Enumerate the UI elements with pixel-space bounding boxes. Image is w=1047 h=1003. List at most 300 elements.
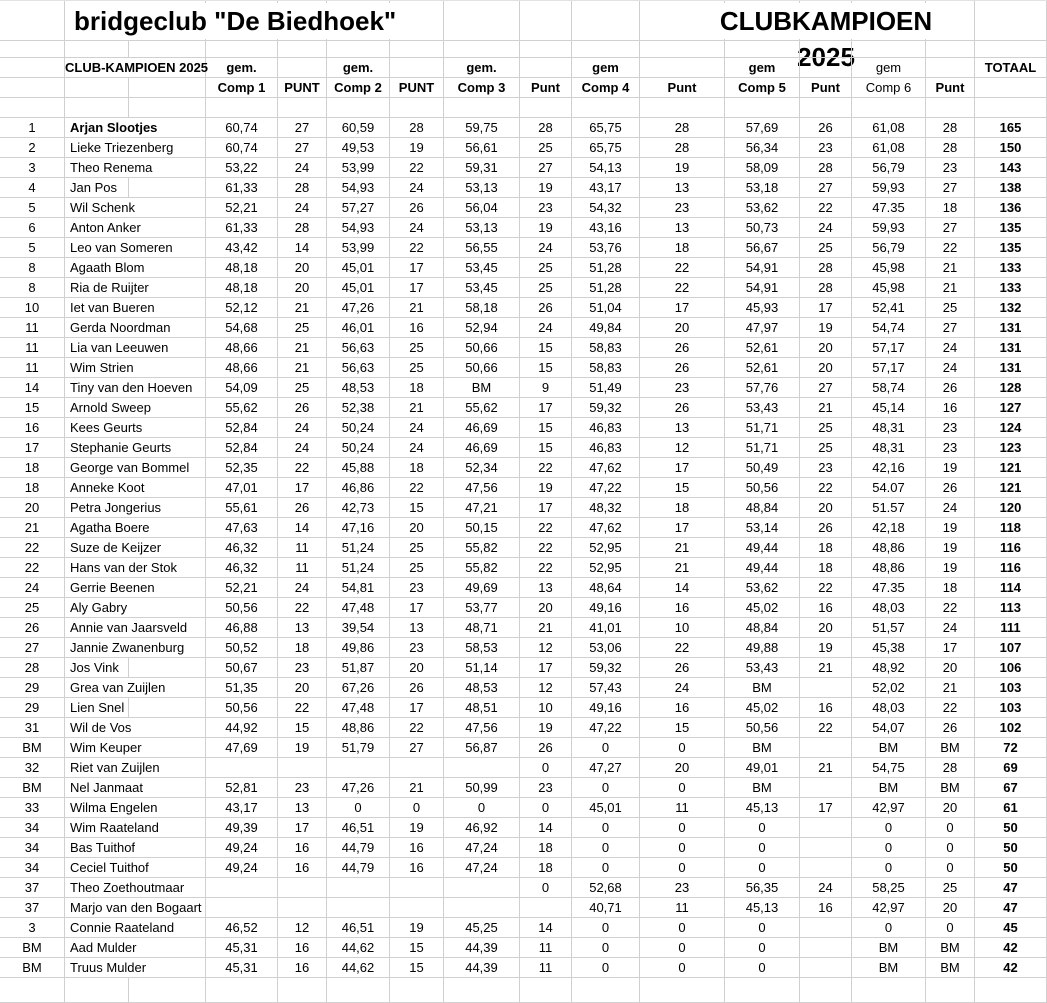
comp5-score-cell[interactable]: 50,56 [725, 478, 800, 498]
comp2-punt-cell[interactable]: 24 [390, 438, 444, 458]
total-cell[interactable]: 150 [975, 138, 1047, 158]
comp5-punt-cell[interactable]: 28 [800, 158, 852, 178]
comp6-punt-cell[interactable]: 22 [926, 598, 975, 618]
comp6-punt-cell[interactable]: 20 [926, 658, 975, 678]
comp1-score-cell[interactable]: 52,84 [206, 418, 278, 438]
comp2-score-cell[interactable]: 46,86 [327, 478, 390, 498]
comp4-punt-cell[interactable]: 0 [640, 938, 725, 958]
comp6-punt-cell[interactable]: 25 [926, 298, 975, 318]
comp1-punt-cell[interactable]: 16 [278, 958, 327, 978]
comp6-punt-cell[interactable]: 19 [926, 558, 975, 578]
comp1-punt-cell[interactable]: 26 [278, 398, 327, 418]
comp2-punt-cell[interactable]: 24 [390, 178, 444, 198]
comp5-score-cell[interactable]: 53,43 [725, 398, 800, 418]
comp3-score-cell[interactable]: 58,18 [444, 298, 520, 318]
total-cell[interactable]: 165 [975, 118, 1047, 138]
comp5-punt-cell[interactable] [800, 778, 852, 798]
comp4-score-cell[interactable]: 41,01 [572, 618, 640, 638]
comp4-score-cell[interactable]: 59,32 [572, 658, 640, 678]
comp3-score-cell[interactable]: BM [444, 378, 520, 398]
comp1-punt-cell[interactable]: 21 [278, 298, 327, 318]
total-cell[interactable]: 67 [975, 778, 1047, 798]
comp1-punt-cell[interactable] [278, 898, 327, 918]
comp4-punt-cell[interactable]: 14 [640, 578, 725, 598]
comp6-score-cell[interactable]: 48,86 [852, 558, 926, 578]
comp1-punt-cell[interactable]: 21 [278, 338, 327, 358]
comp1-score-cell[interactable]: 52,21 [206, 578, 278, 598]
comp3-score-cell[interactable]: 50,66 [444, 338, 520, 358]
comp6-score-cell[interactable]: 42,97 [852, 898, 926, 918]
comp3-score-cell[interactable]: 51,14 [444, 658, 520, 678]
comp5-punt-cell[interactable]: 22 [800, 478, 852, 498]
comp6-score-cell[interactable]: 0 [852, 918, 926, 938]
comp5-punt-cell[interactable]: 21 [800, 398, 852, 418]
rank-cell[interactable]: 28 [0, 658, 65, 678]
comp3-punt-cell[interactable]: 15 [520, 338, 572, 358]
comp2-score-cell[interactable]: 52,38 [327, 398, 390, 418]
comp6-score-cell[interactable]: 61,08 [852, 138, 926, 158]
comp6-score-cell[interactable]: 45,14 [852, 398, 926, 418]
name-cell[interactable]: Lieke Triezenberg [65, 138, 206, 158]
comp1-punt-cell[interactable]: 24 [278, 158, 327, 178]
comp4-punt-cell[interactable]: 0 [640, 958, 725, 978]
rank-cell[interactable]: 20 [0, 498, 65, 518]
comp4-punt-cell[interactable]: 26 [640, 658, 725, 678]
comp2-punt-cell[interactable]: 20 [390, 518, 444, 538]
comp3-score-cell[interactable]: 59,31 [444, 158, 520, 178]
total-cell[interactable]: 113 [975, 598, 1047, 618]
comp5-score-cell[interactable]: BM [725, 778, 800, 798]
name-cell[interactable]: Anton Anker [65, 218, 206, 238]
comp2-punt-cell[interactable]: 25 [390, 558, 444, 578]
comp2-score-cell[interactable]: 46,51 [327, 918, 390, 938]
comp3-score-cell[interactable] [444, 878, 520, 898]
comp5-score-cell[interactable]: 58,09 [725, 158, 800, 178]
comp5-score-cell[interactable]: 57,76 [725, 378, 800, 398]
name-cell[interactable]: Hans van der Stok [65, 558, 206, 578]
name-cell[interactable]: Ria de Ruijter [65, 278, 206, 298]
comp4-score-cell[interactable]: 47,27 [572, 758, 640, 778]
rank-cell[interactable]: 29 [0, 678, 65, 698]
comp1-score-cell[interactable]: 52,21 [206, 198, 278, 218]
comp6-score-cell[interactable]: BM [852, 778, 926, 798]
comp1-score-cell[interactable]: 49,39 [206, 818, 278, 838]
comp6-score-cell[interactable]: 45,98 [852, 258, 926, 278]
comp3-score-cell[interactable]: 53,45 [444, 258, 520, 278]
comp4-score-cell[interactable]: 54,32 [572, 198, 640, 218]
total-cell[interactable]: 116 [975, 538, 1047, 558]
comp6-score-cell[interactable]: 0 [852, 858, 926, 878]
comp4-punt-cell[interactable]: 24 [640, 678, 725, 698]
comp1-score-cell[interactable]: 50,52 [206, 638, 278, 658]
comp1-score-cell[interactable] [206, 898, 278, 918]
comp2-score-cell[interactable]: 51,24 [327, 538, 390, 558]
comp5-score-cell[interactable]: 49,44 [725, 558, 800, 578]
comp1-score-cell[interactable]: 52,12 [206, 298, 278, 318]
comp3-score-cell[interactable]: 48,51 [444, 698, 520, 718]
comp2-punt-cell[interactable]: 21 [390, 298, 444, 318]
rank-cell[interactable]: 15 [0, 398, 65, 418]
rank-cell[interactable]: 1 [0, 118, 65, 138]
rank-cell[interactable]: 18 [0, 478, 65, 498]
comp1-score-cell[interactable]: 48,66 [206, 358, 278, 378]
total-cell[interactable]: 127 [975, 398, 1047, 418]
name-cell[interactable]: Wim Keuper [65, 738, 206, 758]
comp2-punt-cell[interactable] [390, 878, 444, 898]
rank-cell[interactable]: 33 [0, 798, 65, 818]
comp3-punt-cell[interactable]: 13 [520, 578, 572, 598]
comp3-score-cell[interactable]: 50,99 [444, 778, 520, 798]
comp4-score-cell[interactable]: 49,84 [572, 318, 640, 338]
comp2-punt-cell[interactable]: 28 [390, 118, 444, 138]
comp2-punt-cell[interactable]: 0 [390, 798, 444, 818]
name-cell[interactable]: Aad Mulder [65, 938, 206, 958]
total-cell[interactable]: 47 [975, 878, 1047, 898]
total-cell[interactable]: 72 [975, 738, 1047, 758]
comp3-punt-cell[interactable]: 24 [520, 318, 572, 338]
rank-cell[interactable]: 37 [0, 898, 65, 918]
comp6-punt-cell[interactable]: 24 [926, 498, 975, 518]
comp4-score-cell[interactable]: 0 [572, 738, 640, 758]
comp2-punt-cell[interactable]: 16 [390, 838, 444, 858]
comp2-score-cell[interactable]: 47,16 [327, 518, 390, 538]
name-cell[interactable]: Wim Raateland [65, 818, 206, 838]
comp2-punt-cell[interactable]: 24 [390, 218, 444, 238]
comp3-score-cell[interactable]: 48,53 [444, 678, 520, 698]
comp3-punt-cell[interactable]: 0 [520, 878, 572, 898]
comp6-punt-cell[interactable]: 27 [926, 318, 975, 338]
comp4-score-cell[interactable]: 40,71 [572, 898, 640, 918]
comp4-punt-cell[interactable]: 15 [640, 718, 725, 738]
rank-cell[interactable]: 4 [0, 178, 65, 198]
comp6-punt-cell[interactable]: BM [926, 738, 975, 758]
comp4-score-cell[interactable]: 51,04 [572, 298, 640, 318]
comp2-score-cell[interactable]: 54,93 [327, 218, 390, 238]
comp5-punt-cell[interactable]: 22 [800, 578, 852, 598]
rank-cell[interactable]: 6 [0, 218, 65, 238]
comp1-punt-cell[interactable]: 24 [278, 578, 327, 598]
comp1-score-cell[interactable]: 60,74 [206, 138, 278, 158]
comp6-score-cell[interactable]: 48,03 [852, 598, 926, 618]
comp1-score-cell[interactable]: 61,33 [206, 218, 278, 238]
comp2-score-cell[interactable]: 45,01 [327, 278, 390, 298]
comp1-score-cell[interactable]: 54,09 [206, 378, 278, 398]
comp6-score-cell[interactable]: 54.07 [852, 478, 926, 498]
comp5-score-cell[interactable]: 0 [725, 838, 800, 858]
comp1-score-cell[interactable]: 44,92 [206, 718, 278, 738]
comp1-punt-cell[interactable]: 23 [278, 658, 327, 678]
comp2-punt-cell[interactable]: 19 [390, 818, 444, 838]
comp2-score-cell[interactable]: 44,62 [327, 958, 390, 978]
rank-cell[interactable]: 25 [0, 598, 65, 618]
punt-header-4[interactable]: Punt [640, 78, 725, 98]
comp1-score-cell[interactable]: 49,24 [206, 858, 278, 878]
comp4-score-cell[interactable]: 49,16 [572, 698, 640, 718]
punt-header-5[interactable]: Punt [800, 78, 852, 98]
comp2-score-cell[interactable]: 51,79 [327, 738, 390, 758]
comp6-score-cell[interactable]: 48,31 [852, 438, 926, 458]
comp1-punt-cell[interactable]: 22 [278, 598, 327, 618]
club-kampioen-label[interactable]: CLUB-KAMPIOEN 2025 [65, 58, 206, 78]
comp6-score-cell[interactable]: 54,74 [852, 318, 926, 338]
total-cell[interactable]: 50 [975, 858, 1047, 878]
comp3-punt-cell[interactable]: 22 [520, 518, 572, 538]
comp2-punt-cell[interactable]: 13 [390, 618, 444, 638]
rank-cell[interactable]: 3 [0, 158, 65, 178]
comp5-score-cell[interactable]: 53,43 [725, 658, 800, 678]
comp5-punt-cell[interactable]: 18 [800, 538, 852, 558]
comp2-punt-cell[interactable]: 20 [390, 658, 444, 678]
comp4-punt-cell[interactable]: 22 [640, 258, 725, 278]
name-cell[interactable]: Tiny van den Hoeven [65, 378, 206, 398]
comp2-punt-cell[interactable]: 24 [390, 418, 444, 438]
comp2-score-cell[interactable]: 46,01 [327, 318, 390, 338]
comp3-punt-cell[interactable]: 22 [520, 558, 572, 578]
comp2-score-cell[interactable]: 50,24 [327, 418, 390, 438]
comp5-score-cell[interactable]: 45,93 [725, 298, 800, 318]
comp6-score-cell[interactable]: 59,93 [852, 218, 926, 238]
comp3-punt-cell[interactable]: 14 [520, 918, 572, 938]
total-cell[interactable]: 131 [975, 338, 1047, 358]
comp3-score-cell[interactable]: 46,69 [444, 438, 520, 458]
comp4-punt-cell[interactable]: 28 [640, 138, 725, 158]
comp1-score-cell[interactable]: 51,35 [206, 678, 278, 698]
comp4-score-cell[interactable]: 0 [572, 858, 640, 878]
comp5-score-cell[interactable]: 49,01 [725, 758, 800, 778]
comp4-punt-cell[interactable]: 26 [640, 338, 725, 358]
rank-cell[interactable]: 5 [0, 238, 65, 258]
comp1-score-cell[interactable] [206, 758, 278, 778]
comp6-score-cell[interactable]: 59,93 [852, 178, 926, 198]
name-cell[interactable]: Annie van Jaarsveld [65, 618, 206, 638]
comp6-score-cell[interactable]: 61,08 [852, 118, 926, 138]
comp1-punt-cell[interactable]: 26 [278, 498, 327, 518]
total-cell[interactable]: 69 [975, 758, 1047, 778]
comp1-punt-cell[interactable]: 22 [278, 698, 327, 718]
comp4-score-cell[interactable]: 58,83 [572, 358, 640, 378]
comp2-punt-cell[interactable] [390, 758, 444, 778]
comp5-punt-cell[interactable]: 25 [800, 238, 852, 258]
comp3-punt-cell[interactable]: 25 [520, 258, 572, 278]
rank-cell[interactable]: 11 [0, 358, 65, 378]
comp6-score-cell[interactable]: 0 [852, 818, 926, 838]
comp4-punt-cell[interactable]: 17 [640, 458, 725, 478]
comp4-punt-cell[interactable]: 21 [640, 558, 725, 578]
comp-header-3[interactable]: Comp 3 [444, 78, 520, 98]
comp1-punt-cell[interactable]: 17 [278, 478, 327, 498]
name-cell[interactable]: Arnold Sweep [65, 398, 206, 418]
comp1-score-cell[interactable]: 49,24 [206, 838, 278, 858]
comp5-punt-cell[interactable]: 28 [800, 278, 852, 298]
gem-header-comp2[interactable]: gem. [327, 58, 390, 78]
comp6-punt-cell[interactable]: 24 [926, 338, 975, 358]
name-cell[interactable]: Iet van Bueren [65, 298, 206, 318]
comp3-punt-cell[interactable]: 26 [520, 738, 572, 758]
comp-header-5[interactable]: Comp 5 [725, 78, 800, 98]
comp5-punt-cell[interactable]: 17 [800, 798, 852, 818]
name-cell[interactable]: Gerda Noordman [65, 318, 206, 338]
comp1-score-cell[interactable]: 48,66 [206, 338, 278, 358]
comp6-punt-cell[interactable]: BM [926, 938, 975, 958]
total-cell[interactable]: 135 [975, 218, 1047, 238]
comp2-punt-cell[interactable]: 22 [390, 158, 444, 178]
comp1-score-cell[interactable]: 46,88 [206, 618, 278, 638]
comp1-punt-cell[interactable]: 20 [278, 258, 327, 278]
comp5-score-cell[interactable]: 48,84 [725, 498, 800, 518]
comp6-score-cell[interactable]: 48,92 [852, 658, 926, 678]
comp2-score-cell[interactable]: 67,26 [327, 678, 390, 698]
comp3-punt-cell[interactable]: 18 [520, 838, 572, 858]
total-cell[interactable]: 118 [975, 518, 1047, 538]
comp2-score-cell[interactable]: 54,81 [327, 578, 390, 598]
comp3-punt-cell[interactable]: 19 [520, 478, 572, 498]
total-cell[interactable]: 103 [975, 678, 1047, 698]
rank-cell[interactable]: 32 [0, 758, 65, 778]
comp-header-2[interactable]: Comp 2 [327, 78, 390, 98]
comp5-score-cell[interactable]: 50,56 [725, 718, 800, 738]
comp3-punt-cell[interactable]: 23 [520, 198, 572, 218]
comp1-score-cell[interactable]: 43,42 [206, 238, 278, 258]
comp4-punt-cell[interactable]: 23 [640, 198, 725, 218]
comp3-score-cell[interactable]: 44,39 [444, 938, 520, 958]
name-cell[interactable]: Theo Zoethoutmaar [65, 878, 206, 898]
comp4-punt-cell[interactable]: 17 [640, 298, 725, 318]
name-cell[interactable]: Arjan Slootjes [65, 118, 206, 138]
comp2-score-cell[interactable]: 47,48 [327, 698, 390, 718]
totaal-header[interactable]: TOTAAL [975, 58, 1047, 78]
comp4-score-cell[interactable]: 59,32 [572, 398, 640, 418]
name-cell[interactable]: Wilma Engelen [65, 798, 206, 818]
comp5-score-cell[interactable]: 49,88 [725, 638, 800, 658]
gem-header-comp3[interactable]: gem. [444, 58, 520, 78]
comp6-score-cell[interactable]: 57,17 [852, 358, 926, 378]
comp4-score-cell[interactable]: 49,16 [572, 598, 640, 618]
comp6-punt-cell[interactable]: 18 [926, 198, 975, 218]
comp5-score-cell[interactable]: 50,49 [725, 458, 800, 478]
comp2-score-cell[interactable]: 57,27 [327, 198, 390, 218]
comp5-score-cell[interactable]: 53,18 [725, 178, 800, 198]
comp2-punt-cell[interactable]: 17 [390, 258, 444, 278]
comp3-punt-cell[interactable]: 15 [520, 358, 572, 378]
comp2-score-cell[interactable]: 60,59 [327, 118, 390, 138]
comp6-punt-cell[interactable]: 21 [926, 678, 975, 698]
comp5-punt-cell[interactable] [800, 678, 852, 698]
comp2-score-cell[interactable]: 56,63 [327, 338, 390, 358]
rank-cell[interactable]: 8 [0, 278, 65, 298]
comp1-punt-cell[interactable]: 14 [278, 238, 327, 258]
comp1-punt-cell[interactable] [278, 758, 327, 778]
comp5-punt-cell[interactable] [800, 738, 852, 758]
comp5-punt-cell[interactable]: 22 [800, 718, 852, 738]
comp4-score-cell[interactable]: 54,13 [572, 158, 640, 178]
comp5-score-cell[interactable]: 51,71 [725, 418, 800, 438]
total-cell[interactable]: 50 [975, 818, 1047, 838]
comp3-punt-cell[interactable]: 17 [520, 658, 572, 678]
comp5-punt-cell[interactable] [800, 938, 852, 958]
comp2-score-cell[interactable]: 48,86 [327, 718, 390, 738]
name-cell[interactable]: Stephanie Geurts [65, 438, 206, 458]
comp4-score-cell[interactable]: 48,64 [572, 578, 640, 598]
comp1-punt-cell[interactable]: 21 [278, 358, 327, 378]
comp6-score-cell[interactable]: 48,86 [852, 538, 926, 558]
comp4-punt-cell[interactable]: 23 [640, 378, 725, 398]
comp1-punt-cell[interactable]: 16 [278, 858, 327, 878]
comp6-punt-cell[interactable]: 19 [926, 538, 975, 558]
comp4-punt-cell[interactable]: 26 [640, 398, 725, 418]
comp4-score-cell[interactable]: 52,68 [572, 878, 640, 898]
comp2-punt-cell[interactable]: 15 [390, 938, 444, 958]
comp6-score-cell[interactable]: 45,38 [852, 638, 926, 658]
comp6-score-cell[interactable]: BM [852, 738, 926, 758]
comp6-score-cell[interactable]: 0 [852, 838, 926, 858]
comp5-punt-cell[interactable] [800, 858, 852, 878]
comp2-score-cell[interactable]: 51,87 [327, 658, 390, 678]
comp5-punt-cell[interactable] [800, 818, 852, 838]
comp1-punt-cell[interactable]: 11 [278, 538, 327, 558]
comp6-score-cell[interactable]: 48,03 [852, 698, 926, 718]
comp3-punt-cell[interactable]: 17 [520, 498, 572, 518]
comp4-punt-cell[interactable]: 15 [640, 478, 725, 498]
comp2-score-cell[interactable]: 44,79 [327, 838, 390, 858]
comp4-punt-cell[interactable]: 17 [640, 518, 725, 538]
comp4-score-cell[interactable]: 0 [572, 958, 640, 978]
comp5-punt-cell[interactable]: 24 [800, 218, 852, 238]
comp4-score-cell[interactable]: 52,95 [572, 558, 640, 578]
name-cell[interactable]: Agaath Blom [65, 258, 206, 278]
comp6-punt-cell[interactable]: BM [926, 778, 975, 798]
comp2-score-cell[interactable] [327, 878, 390, 898]
comp2-punt-cell[interactable]: 21 [390, 778, 444, 798]
comp5-score-cell[interactable]: 45,13 [725, 898, 800, 918]
comp5-punt-cell[interactable] [800, 918, 852, 938]
comp3-punt-cell[interactable]: 17 [520, 398, 572, 418]
comp4-punt-cell[interactable]: 19 [640, 158, 725, 178]
comp5-score-cell[interactable]: 56,35 [725, 878, 800, 898]
comp6-punt-cell[interactable]: 22 [926, 698, 975, 718]
comp2-score-cell[interactable] [327, 898, 390, 918]
total-cell[interactable]: 107 [975, 638, 1047, 658]
comp5-score-cell[interactable]: 49,44 [725, 538, 800, 558]
punt-header-3[interactable]: Punt [520, 78, 572, 98]
comp3-punt-cell[interactable]: 26 [520, 298, 572, 318]
comp6-punt-cell[interactable]: 20 [926, 898, 975, 918]
comp6-score-cell[interactable]: 42,97 [852, 798, 926, 818]
comp4-punt-cell[interactable]: 13 [640, 418, 725, 438]
comp3-score-cell[interactable]: 47,21 [444, 498, 520, 518]
comp5-punt-cell[interactable]: 25 [800, 438, 852, 458]
total-cell[interactable]: 106 [975, 658, 1047, 678]
rank-cell[interactable]: 5 [0, 198, 65, 218]
rank-cell[interactable]: 27 [0, 638, 65, 658]
comp4-score-cell[interactable]: 43,16 [572, 218, 640, 238]
total-cell[interactable]: 111 [975, 618, 1047, 638]
comp1-score-cell[interactable]: 48,18 [206, 258, 278, 278]
total-cell[interactable]: 132 [975, 298, 1047, 318]
comp3-score-cell[interactable]: 50,15 [444, 518, 520, 538]
comp1-score-cell[interactable]: 52,84 [206, 438, 278, 458]
comp6-punt-cell[interactable]: 28 [926, 118, 975, 138]
comp1-score-cell[interactable]: 61,33 [206, 178, 278, 198]
comp4-score-cell[interactable]: 51,49 [572, 378, 640, 398]
comp3-punt-cell[interactable]: 15 [520, 438, 572, 458]
comp3-score-cell[interactable]: 48,71 [444, 618, 520, 638]
comp2-punt-cell[interactable]: 16 [390, 858, 444, 878]
comp5-punt-cell[interactable]: 20 [800, 338, 852, 358]
comp5-punt-cell[interactable]: 21 [800, 658, 852, 678]
rank-cell[interactable]: 37 [0, 878, 65, 898]
comp1-punt-cell[interactable]: 18 [278, 638, 327, 658]
name-cell[interactable]: Jos Vink [65, 658, 206, 678]
